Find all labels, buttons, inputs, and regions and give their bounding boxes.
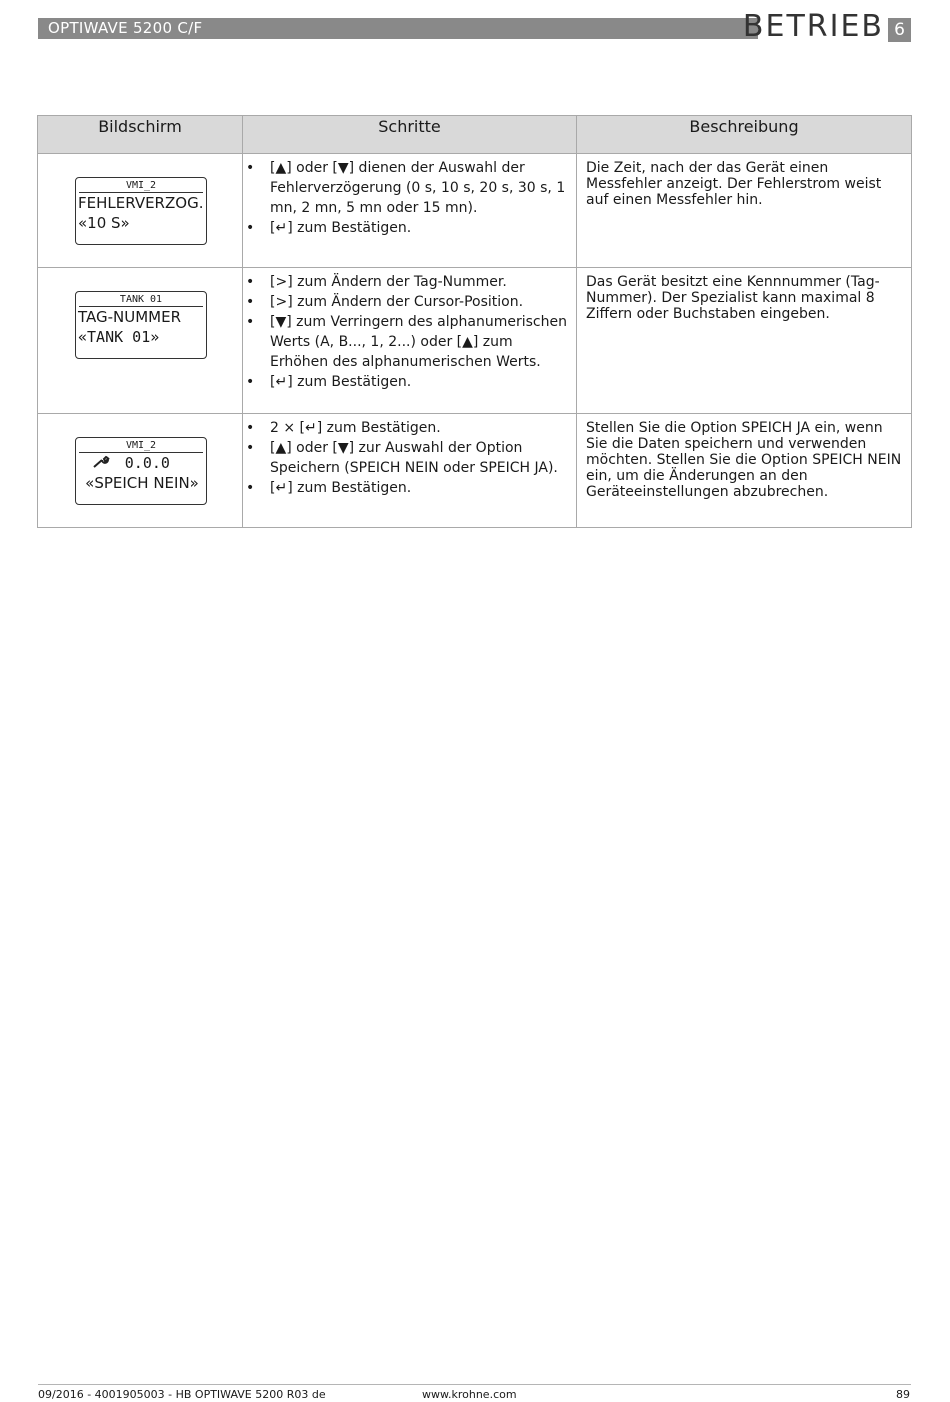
table-header-row (38, 116, 912, 154)
step-item: • [▼] zum Verringern des alphanumerischen Werts (A, B..., 1, 2...) oder [▲] zum Erhöhen des alphanumerischen Werts. (244, 312, 575, 372)
table-row (38, 154, 912, 268)
column-header-description: Beschreibung (577, 116, 912, 154)
step-item: • [↵] zum Bestätigen. (244, 478, 575, 498)
footer-page-number: 89 (896, 1388, 910, 1401)
lcd-line-1: TAG-NUMMER (78, 308, 182, 326)
lcd-value: 0.0.0 (124, 454, 170, 472)
step-item: • [>] zum Ändern der Cursor-Position. (244, 292, 575, 312)
description-cell (577, 414, 912, 528)
step-item: • [↵] zum Bestätigen. (244, 218, 575, 238)
lcd-line-2: «TANK 01» (78, 328, 160, 346)
header-model-name: OPTIWAVE 5200 C/F (48, 19, 203, 37)
screen-cell (38, 154, 243, 268)
column-header-screen: Bildschirm (38, 116, 243, 154)
operation-table (37, 115, 912, 528)
steps-cell (243, 268, 577, 414)
description-text: Stellen Sie die Option SPEICH JA ein, wenn Sie die Daten speichern und verwenden möchten. Stellen Sie die Option SPEICH NEIN ein, um die Änderungen an den Geräteeinstellungen abzubrechen. (586, 420, 902, 500)
description-cell (577, 154, 912, 268)
steps-cell (243, 154, 577, 268)
step-item: • [▲] oder [▼] zur Auswahl der Option Speichern (SPEICH NEIN oder SPEICH JA). (244, 438, 575, 478)
description-text: Die Zeit, nach der das Gerät einen Messfehler anzeigt. Der Fehlerstrom weist auf einen Messfehler hin. (586, 160, 882, 208)
screen-cell (38, 414, 243, 528)
lcd-menu-label: TANK 01 (79, 293, 203, 307)
step-item: • [↵] zum Bestätigen. (244, 372, 575, 392)
screen-cell (38, 268, 243, 414)
lcd-line-2: «SPEICH NEIN» (85, 474, 199, 492)
lcd-line-1: FEHLERVERZOG. (78, 194, 204, 212)
footer-document-reference: 09/2016 - 4001905003 - HB OPTIWAVE 5200 R03 de (38, 1388, 326, 1401)
lcd-line-1 (76, 453, 206, 473)
footer-divider (38, 1384, 911, 1385)
step-item: • [>] zum Ändern der Tag-Nummer. (244, 272, 575, 292)
table-row (38, 414, 912, 528)
lcd-display (75, 291, 207, 359)
footer-website-link[interactable]: www.krohne.com (422, 1388, 517, 1401)
table-row (38, 268, 912, 414)
lcd-menu-label: VMI_2 (79, 439, 203, 453)
lcd-display (75, 177, 207, 245)
lcd-line-2: «10 S» (78, 214, 130, 232)
wrench-icon (92, 455, 110, 469)
lcd-menu-label: VMI_2 (79, 179, 203, 193)
header-section-number: 6 (888, 18, 911, 42)
description-text: Das Gerät besitzt eine Kennnummer (Tag-Nummer). Der Spezialist kann maximal 8 Ziffern oder Buchstaben eingeben. (586, 274, 880, 322)
steps-cell (243, 414, 577, 528)
column-header-steps: Schritte (243, 116, 577, 154)
lcd-display (75, 437, 207, 505)
description-cell (577, 268, 912, 414)
header-section-title: BETRIEB (742, 9, 884, 44)
step-item: • [▲] oder [▼] dienen der Auswahl der Fehlerverzögerung (0 s, 10 s, 20 s, 30 s, 1 mn, 2 mn, 5 mn oder 15 mn). (244, 158, 575, 218)
step-item: • 2 × [↵] zum Bestätigen. (244, 418, 575, 438)
